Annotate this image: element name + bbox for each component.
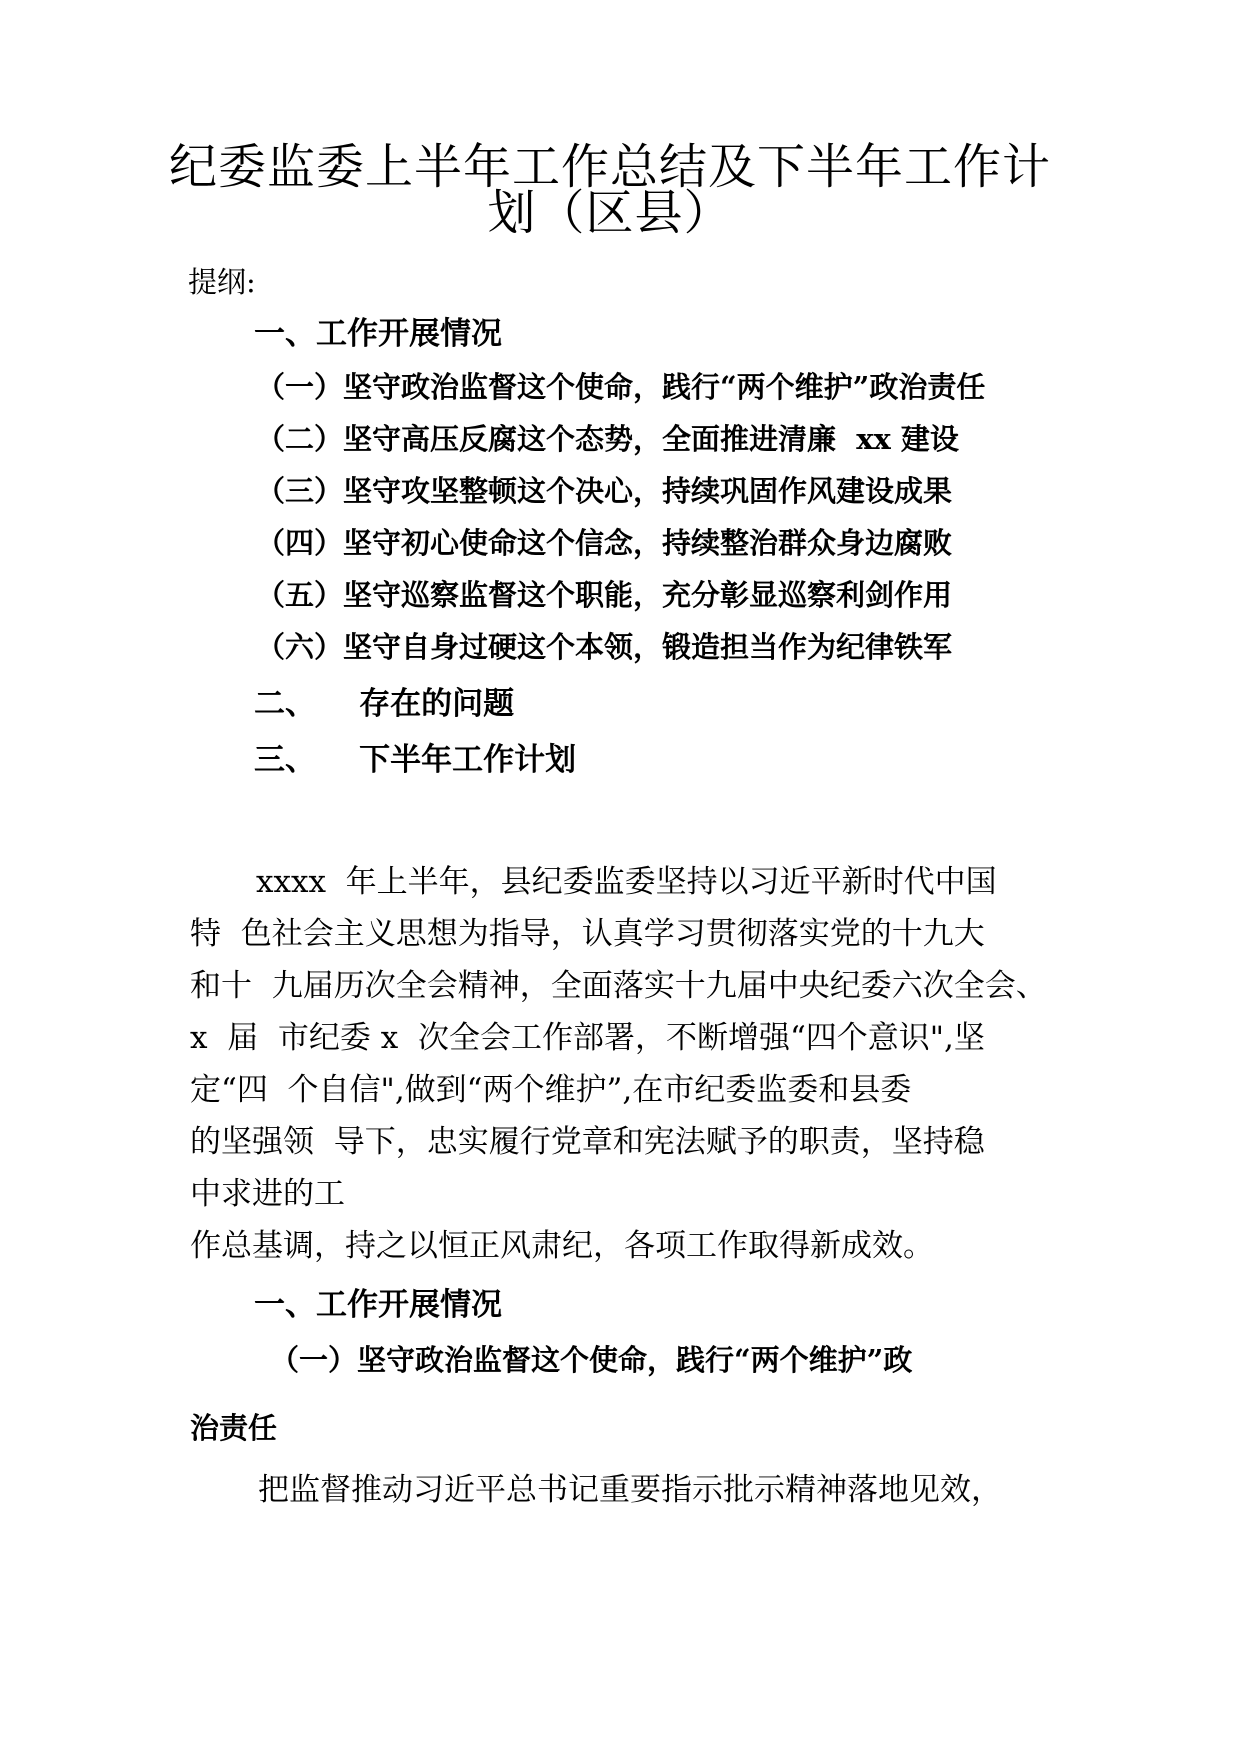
body-subsection-1-heading-line-1: （一）坚守政治监督这个使命，践行“两个维护”政 xyxy=(270,1343,913,1377)
intro-line-7: 中求进的工 xyxy=(190,1176,345,1212)
outline-item-2: （二）坚守高压反腐这个态势，全面推进清廉 xx 建设 xyxy=(256,422,959,456)
intro-line-1: xxxx 年上半年，县纪委监委坚持以习近平新时代中国 xyxy=(256,864,997,900)
intro-line-3: 和十 九届历次全会精神，全面落实十九届中央纪委六次全会、 xyxy=(190,968,1047,1004)
outline-label: 提纲: xyxy=(188,265,256,299)
outline-item-4: （四）坚守初心使命这个信念，持续整治群众身边腐败 xyxy=(256,526,953,560)
outline-item-3: （三）坚守攻坚整顿这个决心，持续巩固作风建设成果 xyxy=(256,474,953,508)
outline-item-1: （一）坚守政治监督这个使命，践行“两个维护”政治责任 xyxy=(256,370,986,404)
intro-line-8: 作总基调，持之以恒正风肃纪，各项工作取得新成效。 xyxy=(190,1228,934,1264)
body-paragraph-line-1: 把监督推动习近平总书记重要指示批示精神落地见效， xyxy=(258,1472,1002,1508)
outline-item-5: （五）坚守巡察监督这个职能，充分彰显巡察利剑作用 xyxy=(256,578,953,612)
body-subsection-1-heading-line-2: 治责任 xyxy=(190,1411,278,1445)
intro-line-4: x 届 市纪委 x 次全会工作部署，不断增强“四个意识",坚 xyxy=(190,1020,985,1056)
outline-section-2: 二、 存在的问题 xyxy=(254,686,515,722)
outline-section-1: 一、工作开展情况 xyxy=(254,316,502,352)
document-title-line-1: 纪委监委上半年工作总结及下半年工作计 xyxy=(168,139,1051,195)
intro-line-5: 定“四 个自信",做到“两个维护”,在市纪委监委和县委 xyxy=(190,1072,912,1108)
document-title-line-2: 划（区县） xyxy=(487,185,733,241)
outline-section-3: 三、 下半年工作计划 xyxy=(254,742,577,778)
intro-line-2: 特 色社会主义思想为指导，认真学习贯彻落实党的十九大 xyxy=(190,916,985,952)
outline-item-6: （六）坚守自身过硬这个本领，锻造担当作为纪律铁军 xyxy=(256,630,953,664)
intro-line-6: 的坚强领 导下，忠实履行党章和宪法赋予的职责，坚持稳 xyxy=(190,1124,985,1160)
body-section-1-heading: 一、工作开展情况 xyxy=(254,1287,502,1323)
